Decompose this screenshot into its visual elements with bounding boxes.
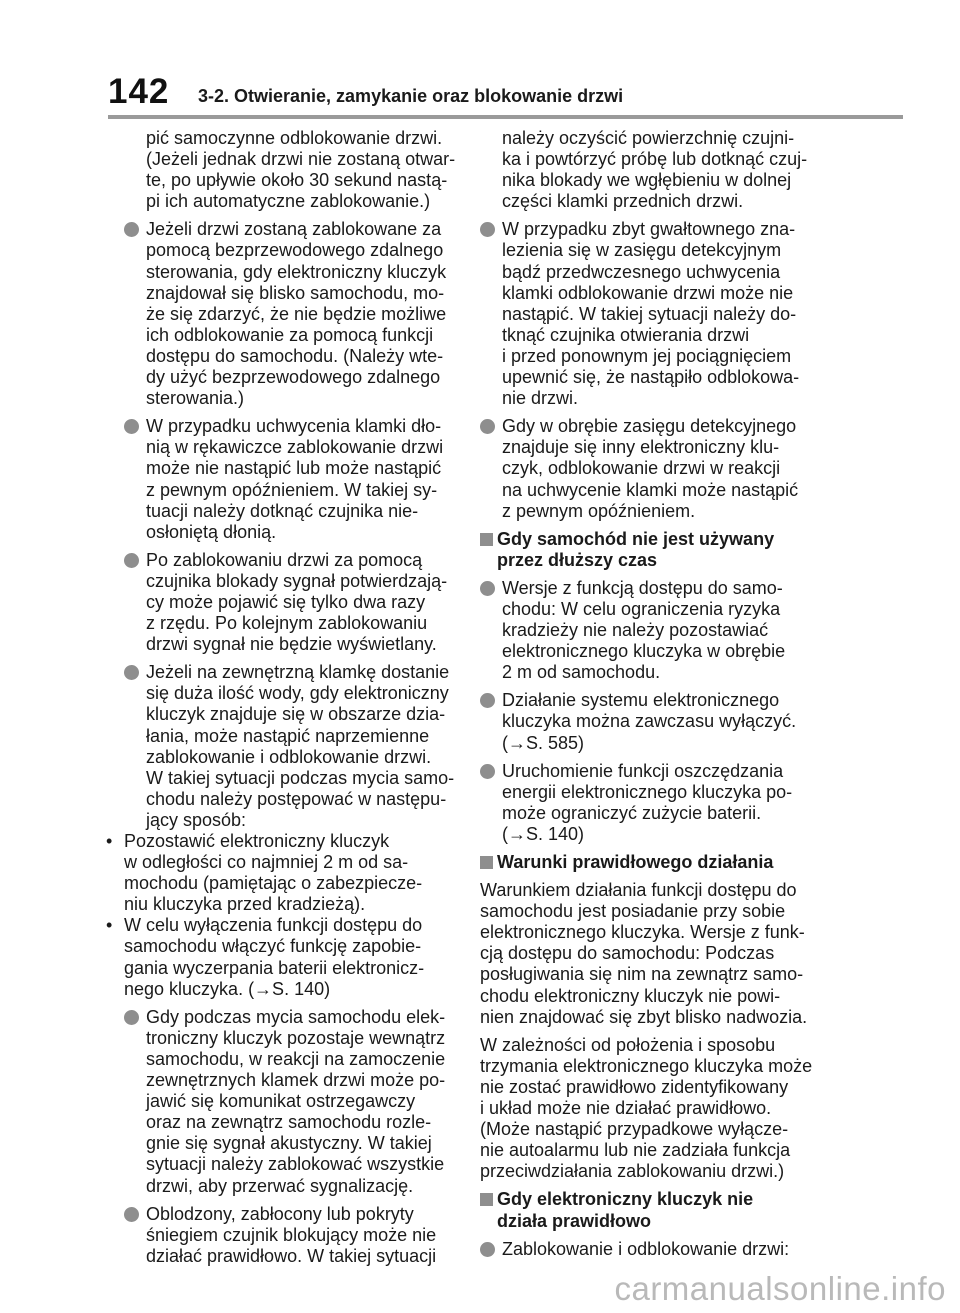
text-line: śniegiem czujnik blokujący może nie [146,1224,437,1245]
text-line: jący sposób: [146,809,247,830]
text-line: trzymania elektronicznego kluczyka może [480,1055,813,1076]
text-line: znajduje się inny elektroniczny klu- [502,437,780,458]
text-line: działa prawidłowo [497,1210,652,1231]
text-line: nie drzwi. [502,388,579,409]
text-line: energii elektronicznego kluczyka po- [502,781,793,802]
text-line: Gdy samochód nie jest używany [497,528,775,549]
text-line: klamki odblokowanie drzwi może nie [502,282,794,303]
text-line: może ograniczyć zużycie baterii. [502,802,762,823]
bullet-item [124,416,460,543]
bullet-dot-icon [480,1242,495,1257]
text-line: tuacji należy dotknąć czujnika nie- [146,500,419,521]
text-line: (→S. 585) [502,732,585,753]
text-line: drzwi, aby przerwać sygnalizację. [146,1175,414,1196]
text-line: chodu: W celu ograniczenia ryzyka [502,598,781,619]
continued-text [480,128,812,212]
text-line: części klamki przednich drzwi. [502,191,744,212]
text-line: kluczyk znajduje się w obszarze dzia- [146,704,446,725]
bullet-item [124,550,460,655]
text-line: z rzędu. Po kolejnym zablokowaniu [146,613,428,634]
subheading [480,1189,812,1231]
text-line: sterowania.) [146,388,245,409]
left-column [106,128,460,1274]
text-line: elektronicznego kluczyka. Wersje z funk- [480,922,805,943]
bullet-dot-icon [124,1207,139,1222]
text-line: przeciwdziałania zablokowaniu drzwi.) [480,1161,785,1182]
text-line: kluczyka można zawczasu wyłączyć. [502,711,797,732]
text-line: W przypadku uchwycenia klamki dło- [146,416,442,437]
bullet-item [480,416,812,521]
text-line: przez dłuższy czas [497,549,658,570]
text-line: samochodu jest posiadanie przy sobie [480,901,786,922]
square-marker-icon [480,1193,493,1206]
dash-list-item [102,831,460,915]
text-line: łania, może nastąpić naprzemienne [146,725,430,746]
text-line: pi ich automatyczne zablokowanie.) [146,191,431,212]
bullet-item [480,1239,812,1260]
page-number: 142 [108,72,170,111]
text-line: nastąpić. W takiej sytuacji należy do- [502,303,797,324]
bullet-dot-icon [124,665,139,680]
subheading [480,529,812,571]
text-line: Zablokowanie i odblokowanie drzwi: [502,1238,790,1259]
text-line: ich odblokowanie za pomocą funkcji [146,324,434,345]
bullet-item [124,1204,460,1267]
text-line: zewnętrznych klamek drzwi może po- [146,1070,446,1091]
text-line: W takiej sytuacji podczas mycia samo- [146,767,455,788]
text-line: i przed ponownym jej pociągnięciem [502,345,792,366]
bullet-item [480,578,812,683]
text-line: W celu wyłączenia funkcji dostępu do [124,915,423,936]
text-line: dy użyć bezprzewodowego zdalnego [146,367,441,388]
text-line: z pewnym opóźnieniem. [502,500,696,521]
text-line: Gdy elektroniczny kluczyk nie [497,1189,754,1210]
text-line: zablokowanie i odblokowanie drzwi. [146,746,432,767]
subheading [480,852,812,873]
text-line: należy oczyścić powierzchnię czujni- [502,128,795,148]
text-line: (Może nastąpić przypadkowe wyłącze- [480,1119,789,1140]
dash-mark: • [106,831,113,851]
text-line: posługiwania się nim na zewnątrz samo- [480,964,804,985]
bullet-dot-icon [480,419,495,434]
text-line: Wersje z funkcją dostępu do samo- [502,577,783,598]
bullet-dot-icon [480,693,495,708]
text-line: Gdy podczas mycia samochodu elek- [146,1006,446,1027]
text-line: niu kluczyka przed kradzieżą). [124,894,366,915]
text-line: samochodu, w reakcji na zamoczenie [146,1048,446,1069]
bullet-dot-icon [124,1010,139,1025]
text-line: oraz na zewnątrz samochodu rozle- [146,1112,432,1133]
right-column [480,128,812,1267]
paragraph [480,1035,812,1183]
text-line: elektronicznego kluczyka w obrębie [502,641,786,662]
text-line: nią w rękawiczce zablokowanie drzwi [146,437,444,458]
text-line: z pewnym opóźnieniem. W takiej sy- [146,479,438,500]
text-line: W przypadku zbyt gwałtownego zna- [502,219,796,240]
text-line: działać prawidłowo. W takiej sytuacji [146,1245,437,1266]
text-line: Warunki prawidłowego działania [497,852,774,872]
text-line: może nie nastąpić lub może nastąpić [146,458,442,479]
text-line: tknąć czujnika otwierania drzwi [502,324,750,345]
text-line: nika blokady we wgłębieniu w dolnej [502,170,792,191]
text-line: Oblodzony, zabłocony lub pokryty [146,1203,414,1224]
text-line: osłoniętą dłonią. [146,521,277,542]
text-line: gania wyczerpania baterii elektronicz- [124,957,425,978]
text-line: kradzieży nie należy pozostawiać [502,620,769,641]
bullet-item [124,219,460,409]
continued-text [124,128,460,212]
bullet-item [480,761,812,845]
text-line: sytuacji należy zablokować wszystkie [146,1154,445,1175]
text-line: drzwi sygnał nie będzie wyświetlany. [146,634,437,655]
bullet-item [480,219,812,409]
bullet-item [124,1007,460,1197]
text-line: chodu elektroniczny kluczyk nie powi- [480,985,781,1006]
section-title: 3-2. Otwieranie, zamykanie oraz blokowanie drzwi [198,86,624,106]
bullet-dot-icon [124,222,139,237]
text-line: Jeżeli drzwi zostaną zablokowane za [146,219,442,240]
text-line: lezienia się w zasięgu detekcyjnym [502,240,782,261]
bullet-dot-icon [480,222,495,237]
text-line: (Jeżeli jednak drzwi nie zostaną otwar- [146,149,456,170]
text-line: samochodu włączyć funkcję zapobie- [124,936,422,957]
text-line: Warunkiem działania funkcji dostępu do [480,880,797,901]
text-line: i układ może nie działać prawidłowo. [480,1098,772,1119]
text-line: 2 m od samochodu. [502,662,661,683]
text-line: bądź przedwczesnego uchwycenia [502,261,781,282]
text-line: nego kluczyka. (→S. 140) [124,978,331,999]
text-line: te, po upływie około 30 sekund nastą- [146,170,448,191]
text-line: pić samoczynne odblokowanie drzwi. [146,128,443,148]
text-line: nie zostać prawidłowo zidentyfikowany [480,1076,789,1097]
text-line: mochodu (pamiętając o zabezpiecze- [124,873,423,894]
text-line: upewnić się, że nastąpiło odblokowa- [502,367,800,388]
text-line: troniczny kluczyk pozostaje wewnątrz [146,1027,446,1048]
text-line: nie autoalarmu lub nie zadziała funkcja [480,1140,791,1161]
text-line: cją dostępu do samochodu: Podczas [480,943,775,964]
square-marker-icon [480,533,493,546]
bullet-dot-icon [480,581,495,596]
paragraph [480,880,812,1028]
text-line: Uruchomienie funkcji oszczędzania [502,760,784,781]
bullet-dot-icon [124,553,139,568]
text-line: ka i powtórzyć próbę lub dotknąć czuj- [502,149,808,170]
text-line: czyk, odblokowanie drzwi w reakcji [502,458,781,479]
text-line: Jeżeli na zewnętrzną klamkę dostanie [146,662,450,683]
bullet-item [124,662,460,831]
bullet-item [480,690,812,753]
text-line: w odległości co najmniej 2 m od sa- [124,852,409,873]
text-line: sterowania, gdy elektroniczny kluczyk [146,261,447,282]
bullet-dot-icon [124,419,139,434]
text-line: Działanie systemu elektronicznego [502,690,780,711]
bullet-dot-icon [480,764,495,779]
text-line: znajdował się blisko samochodu, mo- [146,282,445,303]
header-divider [108,115,903,119]
text-line: dostępu do samochodu. (Należy wte- [146,345,444,366]
text-line: Pozostawić elektroniczny kluczyk [124,831,390,851]
text-line: się duża ilość wody, gdy elektroniczny [146,683,449,704]
text-line: chodu należy postępować w następu- [146,788,447,809]
text-line: nien znajdować się zbyt blisko nadwozia. [480,1006,808,1027]
text-line: jawić się komunikat ostrzegawczy [146,1091,416,1112]
text-line: W zależności od położenia i sposobu [480,1034,776,1055]
text-line: gnie się sygnał akustyczny. W takiej [146,1133,432,1154]
text-line: cy może pojawić się tylko dwa razy [146,591,426,612]
text-line: czujnika blokady sygnał potwierdzają- [146,570,448,591]
text-line: (→S. 140) [502,823,585,844]
text-line: na uchwycenie klamki może nastąpić [502,479,799,500]
text-line: pomocą bezprzewodowego zdalnego [146,240,444,261]
text-line: Po zablokowaniu drzwi za pomocą [146,549,423,570]
square-marker-icon [480,856,493,869]
text-line: Gdy w obrębie zasięgu detekcyjnego [502,416,797,437]
watermark: carmanualsonline.info [614,1270,946,1307]
text-line: że się zdarzyć, że nie będzie możliwe [146,303,447,324]
dash-list-item [102,915,460,999]
dash-mark: • [106,915,113,936]
